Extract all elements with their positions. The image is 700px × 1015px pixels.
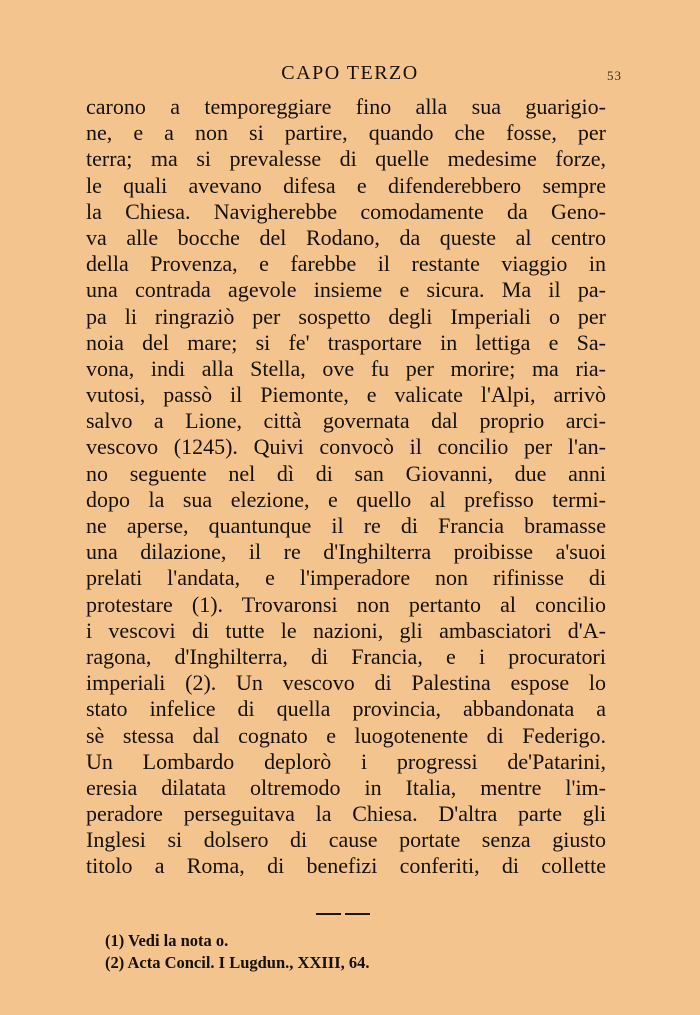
text-line: le quali avevano difesa e difenderebbero sempre [86, 172, 606, 198]
text-line: noia del mare; si fe' trasportare in lettiga e Sa- [86, 329, 606, 355]
text-line: Un Lombardo deplorò i progressi de'Patarini, [86, 748, 606, 774]
text-line: pa li ringraziò per sospetto degli Imperiali o per [86, 303, 606, 329]
text-line: vescovo (1245). Quivi convocò il concilio per l'an- [86, 434, 606, 460]
separator-dash [316, 913, 341, 915]
text-line: sè stessa dal cognato e luogotenente di Federigo. [86, 722, 606, 748]
text-line: vutosi, passò il Piemonte, e valicate l'Alpi, arrivò [86, 382, 606, 408]
text-line: una contrada agevole insieme e sicura. Ma il pa- [86, 277, 606, 303]
footnotes [105, 930, 585, 974]
text-line: ne, e a non si partire, quando che fosse, per [86, 120, 606, 146]
text-line: va alle bocche del Rodano, da queste al centro [86, 224, 606, 250]
text-line: salvo a Lione, città governata dal proprio arci- [86, 408, 606, 434]
text-line: i vescovi di tutte le nazioni, gli ambasciatori d'A- [86, 617, 606, 643]
text-line: una dilazione, il re d'Inghilterra proibisse a'suoi [86, 539, 606, 565]
text-line: terra; ma si prevalesse di quelle medesime forze, [86, 146, 606, 172]
page-number: 53 [607, 68, 622, 83]
text-line: prelati l'andata, e l'imperadore non rifinisse di [86, 565, 606, 591]
running-title: CAPO TERZO [281, 62, 419, 84]
text-line: vona, indi alla Stella, ove fu per morire; ma ria- [86, 355, 606, 381]
separator-dash [345, 913, 370, 915]
text-line: della Provenza, e farebbe il restante viaggio in [86, 251, 606, 277]
body-text [86, 94, 606, 880]
footnote: (2) Acta Concil. I Lugdun., XXIII, 64. [105, 953, 370, 972]
text-line: protestare (1). Trovaronsi non pertanto al concilio [86, 591, 606, 617]
text-line: eresia dilatata oltremodo in Italia, mentre l'im- [86, 774, 606, 800]
text-line: titolo a Roma, di benefizi conferiti, di collette [86, 853, 606, 879]
text-line: peradore perseguitava la Chiesa. D'altra parte gli [86, 801, 606, 827]
running-head [0, 62, 700, 90]
text-line: ragona, d'Inghilterra, di Francia, e i procuratori [86, 643, 606, 669]
text-line: dopo la sua elezione, e quello al prefisso termi- [86, 486, 606, 512]
text-line: no seguente nel dì di san Giovanni, due anni [86, 460, 606, 486]
text-line: imperiali (2). Un vescovo di Palestina espose lo [86, 670, 606, 696]
text-line: Inglesi si dolsero di cause portate senza giusto [86, 827, 606, 853]
text-line: stato infelice di quella provincia, abbandonata a [86, 696, 606, 722]
footnote-separator [316, 913, 370, 915]
footnote: (1) Vedi la nota o. [105, 931, 229, 950]
text-line: la Chiesa. Navigherebbe comodamente da Geno- [86, 198, 606, 224]
text-line: ne aperse, quantunque il re di Francia bramasse [86, 513, 606, 538]
text-line: carono a temporeggiare fino alla sua guarigio- [86, 94, 606, 119]
